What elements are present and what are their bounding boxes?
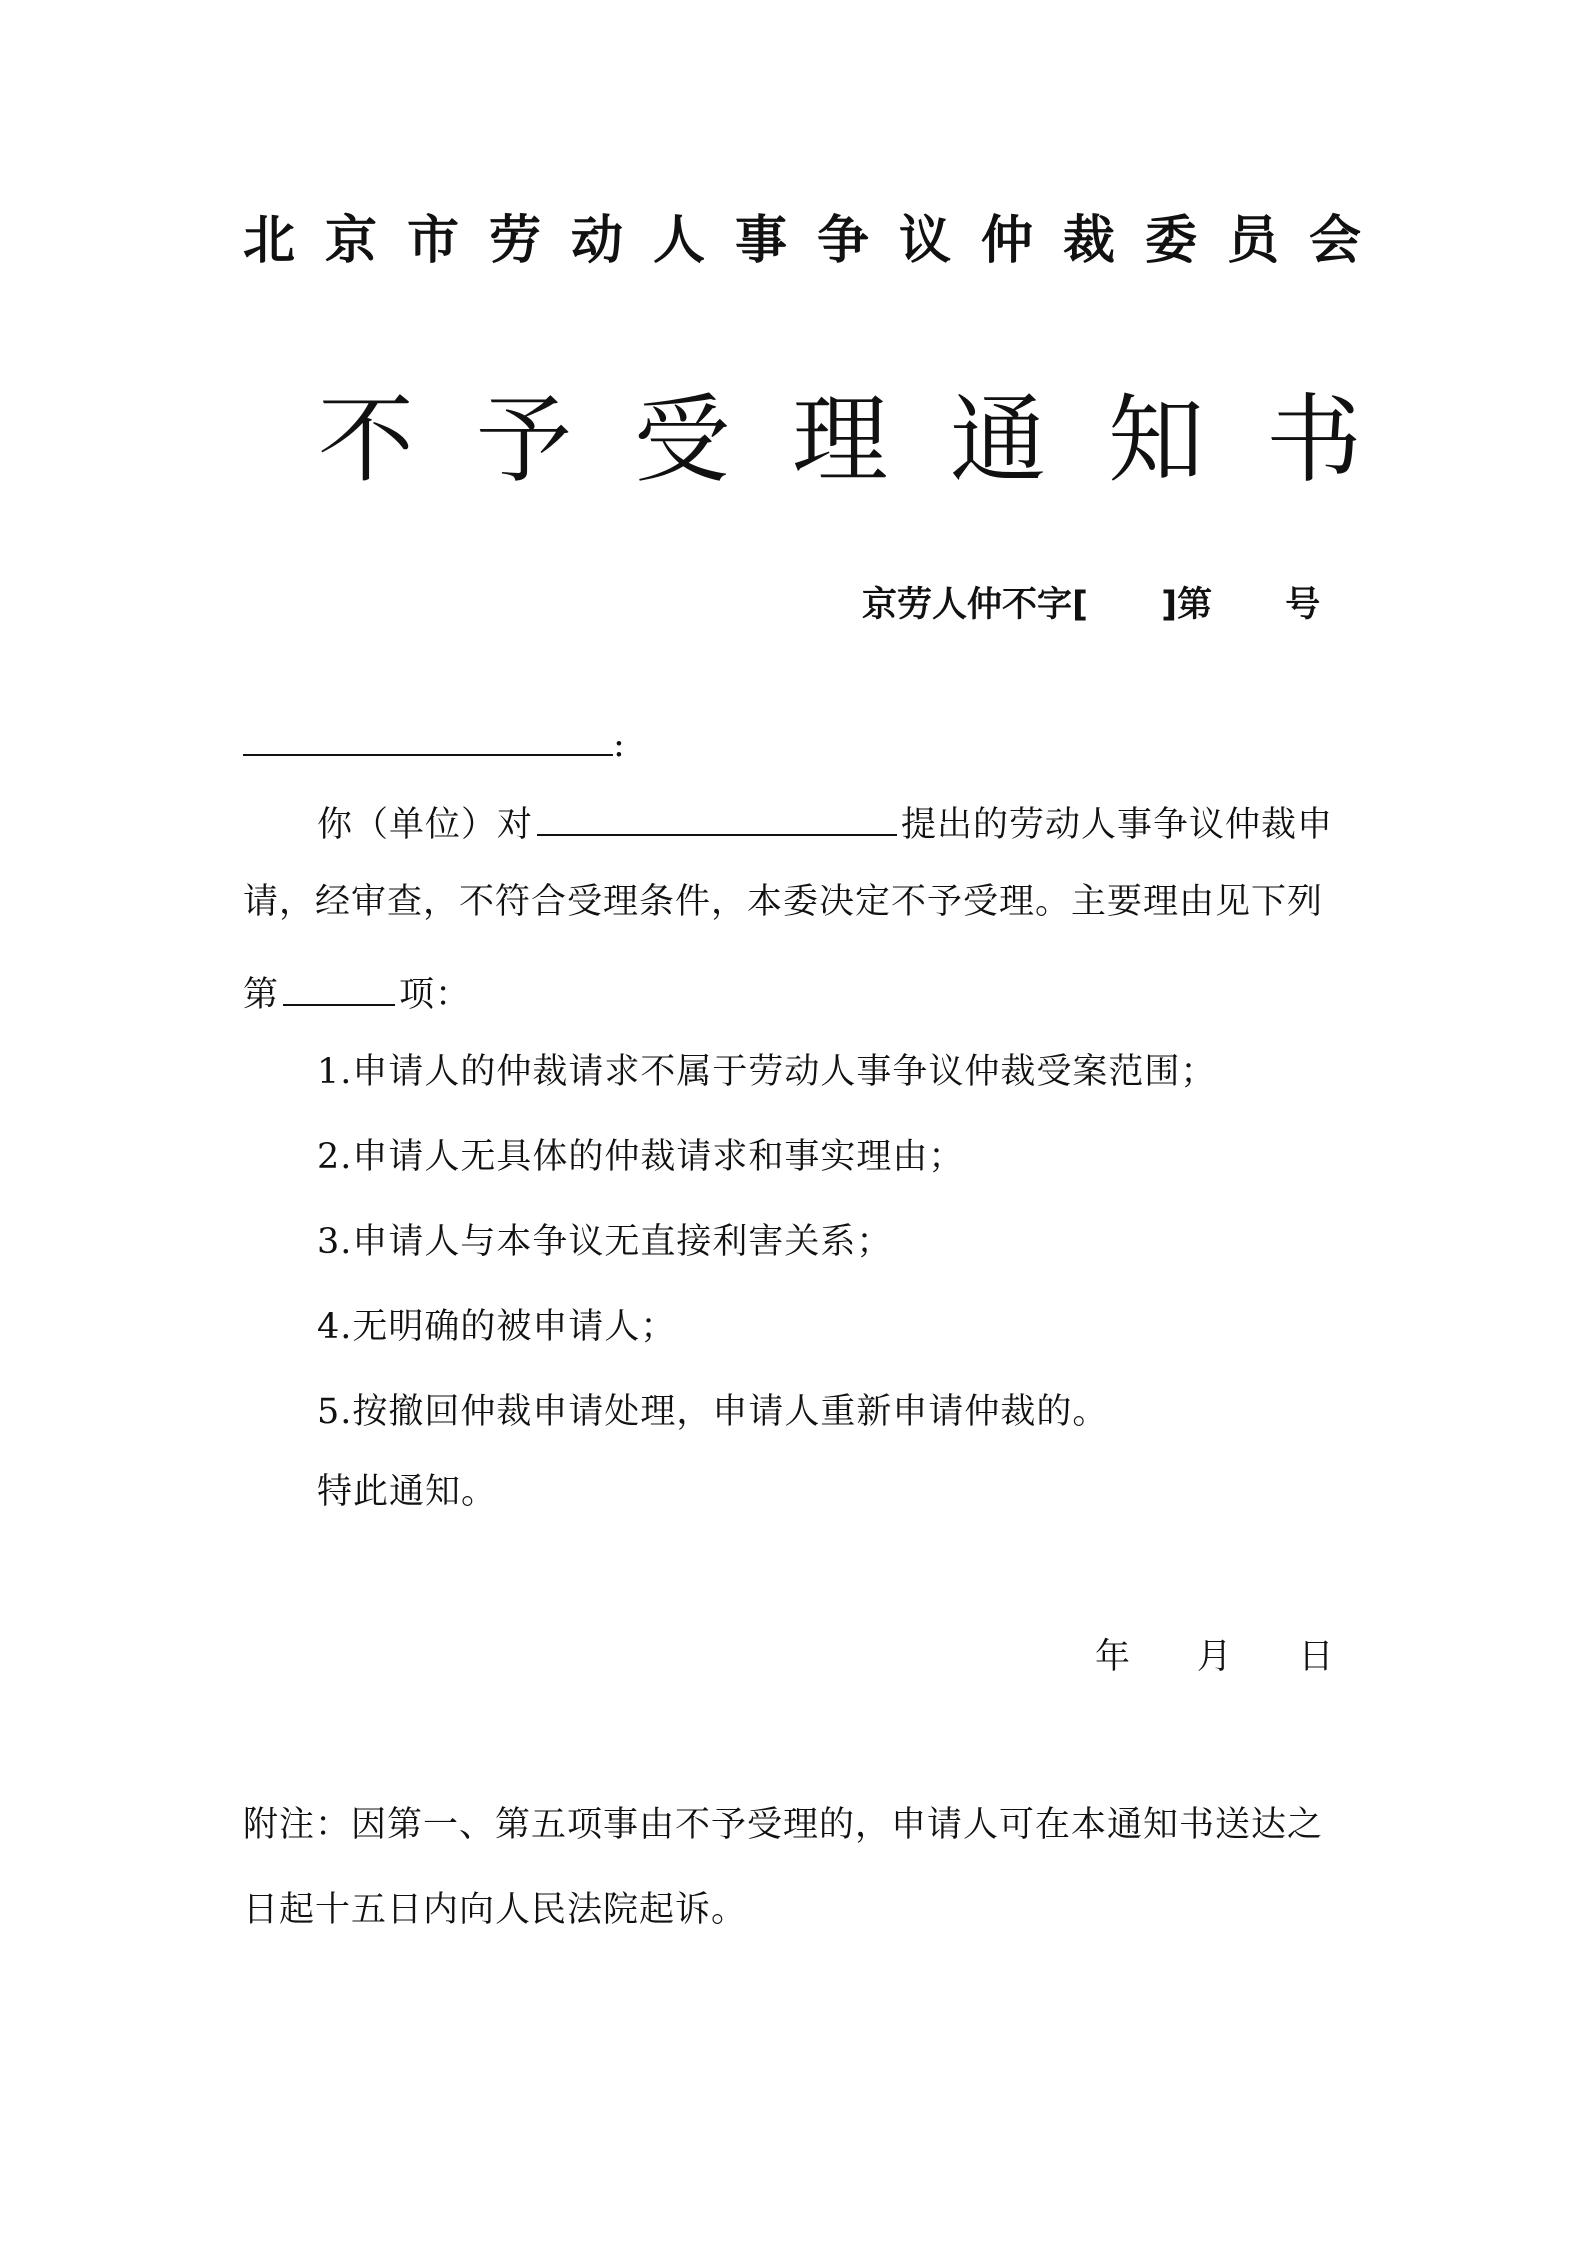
respondent-blank [537, 800, 897, 836]
body-line-1-prefix: 你（单位）对 [317, 805, 534, 845]
item-number-blank [283, 970, 395, 1006]
closing-text: 特此通知。 [317, 1472, 498, 1512]
body-line-2: 请，经审查，不符合受理条件，本委决定不予受理。主要理由见下列 [243, 882, 1324, 922]
note-line-2: 日起十五日内向人民法院起诉。 [243, 1890, 748, 1930]
addressee-blank [243, 720, 613, 756]
addressee-line [243, 720, 625, 763]
body-line-3-prefix: 第 [243, 975, 280, 1015]
document-number: 京劳人仲不字[ ]第 号 [862, 585, 1321, 625]
reason-item-3: 3.申请人与本争议无直接利害关系； [317, 1222, 893, 1262]
reason-item-2: 2.申请人无具体的仲裁请求和事实理由； [317, 1137, 965, 1177]
note-line-1: 附注：因第一、第五项事由不予受理的，申请人可在本通知书送达之 [243, 1805, 1324, 1845]
body-line-1-suffix: 提出的劳动人事争议仲裁申 [901, 805, 1334, 845]
reason-item-4: 4.无明确的被申请人； [317, 1307, 677, 1347]
body-line-3-suffix: 项： [399, 975, 472, 1015]
body-line-3 [243, 970, 471, 1013]
reason-item-5: 5.按撤回仲裁申请处理，申请人重新申请仲裁的。 [317, 1392, 1109, 1432]
date-line: 年 月 日 [1095, 1637, 1334, 1677]
document-title: 不予受理通知书 [318, 384, 1424, 496]
reason-item-1: 1.申请人的仲裁请求不属于劳动人事争议仲裁受案范围； [317, 1052, 1217, 1092]
organization-heading: 北京市劳动人事争议仲裁委员会 [243, 211, 1392, 271]
addressee-colon: : [613, 725, 625, 765]
body-line-1 [317, 800, 1333, 843]
